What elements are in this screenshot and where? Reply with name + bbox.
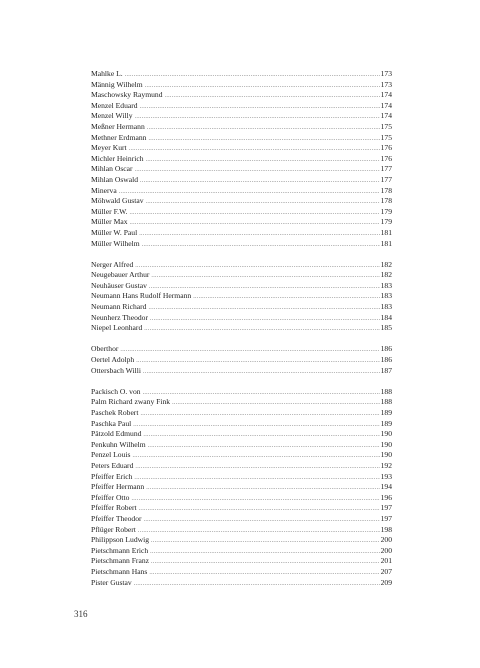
entry-name: Oertel Adolph [91,355,135,365]
entry-name: Michler Heinrich [91,153,144,163]
index-entry [91,90,392,101]
entry-page: 207 [380,566,392,576]
entry-name: Menzel Eduard [91,100,138,110]
dot-leader [150,547,379,558]
index-entry [91,493,392,504]
index-entry [91,302,392,313]
entry-page: 173 [380,79,392,89]
entry-name: Müller F.W. [91,206,128,216]
entry-name: Möhwald Gustav [91,196,144,206]
index-entry [91,440,392,451]
index-entry [91,164,392,175]
index-group [91,260,392,334]
entry-name: Pfeiffer Erich [91,471,133,481]
entry-name: Mihlan Oscar [91,164,133,174]
dot-leader [144,324,379,335]
dot-leader [139,229,379,240]
entry-name: Pietschmann Erich [91,545,149,555]
index-entry [91,366,392,377]
dot-leader [151,271,379,282]
dot-leader [148,134,379,145]
entry-page: 183 [380,291,392,301]
index-entry [91,556,392,567]
index-entry [91,111,392,122]
entry-page: 189 [380,418,392,428]
dot-leader [135,462,379,473]
index-entry [91,323,392,334]
entry-name: Pätzold Edmund [91,429,142,439]
entry-page: 179 [380,206,392,216]
index-entry [91,154,392,165]
index-entry [91,419,392,430]
entry-page: 200 [380,535,392,545]
entry-page: 190 [380,450,392,460]
index-entry [91,143,392,154]
entry-name: Packisch O. von [91,386,141,396]
dot-leader [143,430,379,441]
entry-page: 188 [380,397,392,407]
entry-name: Müller Wilhelm [91,238,140,248]
dot-leader [150,314,380,325]
index-entry [91,101,392,112]
entry-page: 174 [380,90,392,100]
index-entry [91,535,392,546]
entry-page: 173 [380,69,392,78]
index-entry [91,186,392,197]
index-entry [91,567,392,578]
index-entry [91,281,392,292]
entry-page: 185 [380,323,392,333]
index-entry [91,397,392,408]
entry-name: Mahlke L. [91,69,123,78]
index-entry [91,313,392,324]
entry-page: 186 [380,355,392,365]
index-entry [91,525,392,536]
entry-name: Penkuhn Wilhelm [91,439,146,449]
entry-name: Pflüger Robert [91,524,136,534]
entry-page: 201 [380,556,392,566]
entry-page: 181 [380,238,392,248]
dot-leader [148,303,379,314]
index-entry [91,122,392,133]
entry-page: 184 [380,312,392,322]
index-group [91,344,392,376]
entry-page: 190 [380,429,392,439]
index-entry [91,196,392,207]
index-entry [91,355,392,366]
entry-page: 178 [380,185,392,195]
entry-name: Neugebauer Arthur [91,270,150,280]
entry-name: Oberthor [91,344,119,354]
entry-name: Paschka Paul [91,418,132,428]
entry-name: Meßner Hermann [91,121,145,131]
dot-leader [149,568,379,579]
dot-leader [138,526,380,537]
dot-leader [151,557,380,568]
index-entry [91,133,392,144]
dot-leader [125,70,380,81]
entry-name: Pister Gustav [91,577,132,587]
dot-leader [130,218,380,229]
index-entry [91,482,392,493]
dot-leader [135,261,379,272]
index-entry [91,578,392,589]
entry-name: Penzel Louis [91,450,131,460]
index-entry [91,472,392,483]
entry-page: 190 [380,439,392,449]
dot-leader [134,579,380,590]
index-entry [91,344,392,355]
entry-page: 188 [380,386,392,396]
entry-page: 176 [380,153,392,163]
entry-page: 176 [380,143,392,153]
dot-leader [151,536,380,547]
dot-leader [129,208,379,219]
index-entry [91,228,392,239]
entry-name: Nerger Alfred [91,259,134,269]
entry-name: Pfeiffer Hermann [91,482,145,492]
entry-name: Ottersbach Willi [91,365,141,375]
index-entry [91,450,392,461]
entry-name: Neumann Hans Rudolf Hermann [91,291,192,301]
entry-page: 200 [380,545,392,555]
index-entry [91,387,392,398]
index-entry [91,270,392,281]
dot-leader [172,398,380,409]
entry-page: 197 [380,503,392,513]
entry-name: Palm Richard zwany Fink [91,397,171,407]
entry-name: Minerva [91,185,117,195]
index-entry [91,207,392,218]
dot-leader [145,81,380,92]
entry-page: 175 [380,132,392,142]
dot-leader [119,187,380,198]
entry-page: 175 [380,121,392,131]
index-entry [91,291,392,302]
entry-name: Müller Max [91,217,128,227]
entry-name: Philippson Ludwig [91,535,150,545]
dot-leader [139,504,380,515]
index-entry [91,69,392,80]
entry-name: Mihlan Oswald [91,174,139,184]
entry-page: 196 [380,492,392,502]
entry-page: 177 [380,174,392,184]
entry-page: 174 [380,111,392,121]
entry-name: Methner Erdmann [91,132,147,142]
page-number: 316 [74,609,88,619]
entry-page: 209 [380,577,392,587]
name-index [91,69,392,599]
entry-name: Pfeiffer Robert [91,503,137,513]
index-entry [91,461,392,472]
entry-name: Maschowsky Raymund [91,90,163,100]
dot-leader [132,451,379,462]
entry-name: Niepel Leonhard [91,323,143,333]
entry-page: 182 [380,259,392,269]
entry-page: 177 [380,164,392,174]
dot-leader [148,441,380,452]
entry-page: 192 [380,460,392,470]
entry-page: 186 [380,344,392,354]
entry-name: Pfeiffer Theodor [91,513,142,523]
entry-name: Pietschmann Franz [91,556,149,566]
dot-leader [140,409,379,420]
entry-page: 198 [380,524,392,534]
entry-name: Pietschmann Hans [91,566,148,576]
dot-leader [147,123,380,134]
index-entry [91,217,392,228]
entry-page: 181 [380,227,392,237]
dot-leader [142,240,380,251]
entry-page: 189 [380,408,392,417]
dot-leader [135,165,380,176]
dot-leader [165,91,380,102]
index-entry [91,260,392,271]
index-group [91,69,392,249]
dot-leader [135,112,380,123]
entry-page: 193 [380,471,392,481]
entry-name: Menzel Willy [91,111,133,121]
dot-leader [140,176,380,187]
index-entry [91,175,392,186]
entry-name: Paschek Robert [91,408,139,417]
dot-leader [133,420,379,431]
dot-leader [131,494,379,505]
entry-name: Neuhäuser Gustav [91,280,147,290]
entry-name: Peters Eduard [91,460,134,470]
entry-page: 183 [380,280,392,290]
entry-name: Meyer Kurt [91,143,127,153]
index-entry [91,408,392,419]
entry-name: Neunherz Theodor [91,312,149,322]
dot-leader [146,197,380,208]
dot-leader [120,345,379,356]
dot-leader [146,155,380,166]
entry-page: 178 [380,196,392,206]
dot-leader [144,515,380,526]
index-entry [91,503,392,514]
entry-page: 182 [380,270,392,280]
index-group [91,387,392,588]
entry-page: 194 [380,482,392,492]
entry-name: Müller W. Paul [91,227,138,237]
index-entry [91,514,392,525]
dot-leader [140,102,380,113]
dot-leader [136,356,379,367]
dot-leader [143,388,380,399]
entry-page: 187 [380,365,392,375]
entry-name: Neumann Richard [91,302,147,312]
index-entry [91,546,392,557]
dot-leader [193,292,379,303]
entry-page: 197 [380,513,392,523]
dot-leader [129,144,380,155]
entry-page: 174 [380,100,392,110]
dot-leader [143,367,380,378]
dot-leader [146,483,379,494]
index-entry [91,429,392,440]
index-entry [91,239,392,250]
entry-name: Männig Wilhelm [91,79,143,89]
entry-page: 179 [380,217,392,227]
entry-page: 183 [380,302,392,312]
index-entry [91,80,392,91]
entry-name: Pfeiffer Otto [91,492,130,502]
dot-leader [134,473,379,484]
